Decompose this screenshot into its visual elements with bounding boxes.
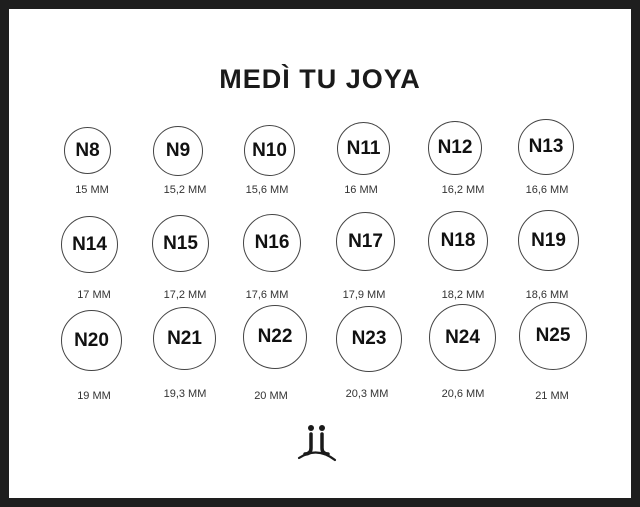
size-label: 18,2 MM <box>441 289 485 301</box>
ring-label: N20 <box>74 329 109 351</box>
ring-circle <box>61 216 118 273</box>
ring-circle <box>518 210 579 271</box>
ring-circle <box>336 306 402 372</box>
size-label: 21 MM <box>535 390 569 402</box>
ring-label: N9 <box>165 140 191 161</box>
ring-label: N14 <box>72 233 107 255</box>
ring-circle <box>518 119 574 175</box>
ring-circle <box>243 214 301 272</box>
ring-label: N21 <box>167 327 202 349</box>
ring-label: N17 <box>348 230 383 252</box>
ring-circle <box>64 127 111 174</box>
ring-circle <box>428 121 482 175</box>
ring-circle <box>152 215 209 272</box>
size-label: 17 MM <box>77 289 111 301</box>
size-label: 18,6 MM <box>525 289 569 301</box>
size-label: 19,3 MM <box>163 388 207 400</box>
ring-label: N25 <box>535 325 571 346</box>
ring-label: N23 <box>351 328 387 349</box>
ring-circle <box>61 310 122 371</box>
size-label: 16,6 MM <box>525 184 569 196</box>
size-label: 20,3 MM <box>345 388 389 400</box>
size-label: 16,2 MM <box>441 184 485 196</box>
size-label: 17,2 MM <box>163 289 207 301</box>
ring-circle <box>244 125 295 176</box>
size-label: 20 MM <box>254 390 288 402</box>
ring-label: N8 <box>75 139 100 161</box>
ring-circle <box>519 302 587 370</box>
ring-circle <box>243 305 307 369</box>
ring-label: N16 <box>254 232 290 253</box>
ring-circle <box>153 126 203 176</box>
ring-label: N24 <box>445 326 480 348</box>
ring-label: N13 <box>528 136 564 157</box>
size-label: 15 MM <box>75 184 109 196</box>
ring-circle <box>336 212 395 271</box>
size-label: 16 MM <box>344 184 378 196</box>
ring-circle <box>153 307 216 370</box>
ring-label: N10 <box>252 139 287 161</box>
size-label: 20,6 MM <box>441 388 485 400</box>
size-label: 15,6 MM <box>245 184 289 196</box>
ring-circle <box>429 304 496 371</box>
ring-label: N11 <box>346 137 381 159</box>
ring-label: N15 <box>163 232 198 254</box>
size-label: 15,2 MM <box>163 184 207 196</box>
logo-icon <box>297 424 337 462</box>
size-label: 19 MM <box>77 390 111 402</box>
ring-label: N12 <box>437 137 473 158</box>
ring-circle <box>428 211 488 271</box>
ring-circle <box>337 122 390 175</box>
ring-label: N22 <box>257 326 293 347</box>
size-label: 17,9 MM <box>342 289 386 301</box>
page-title: MEDÌ TU JOYA <box>219 64 421 94</box>
ring-label: N19 <box>531 229 566 251</box>
ring-label: N18 <box>440 230 476 251</box>
size-label: 17,6 MM <box>245 289 289 301</box>
